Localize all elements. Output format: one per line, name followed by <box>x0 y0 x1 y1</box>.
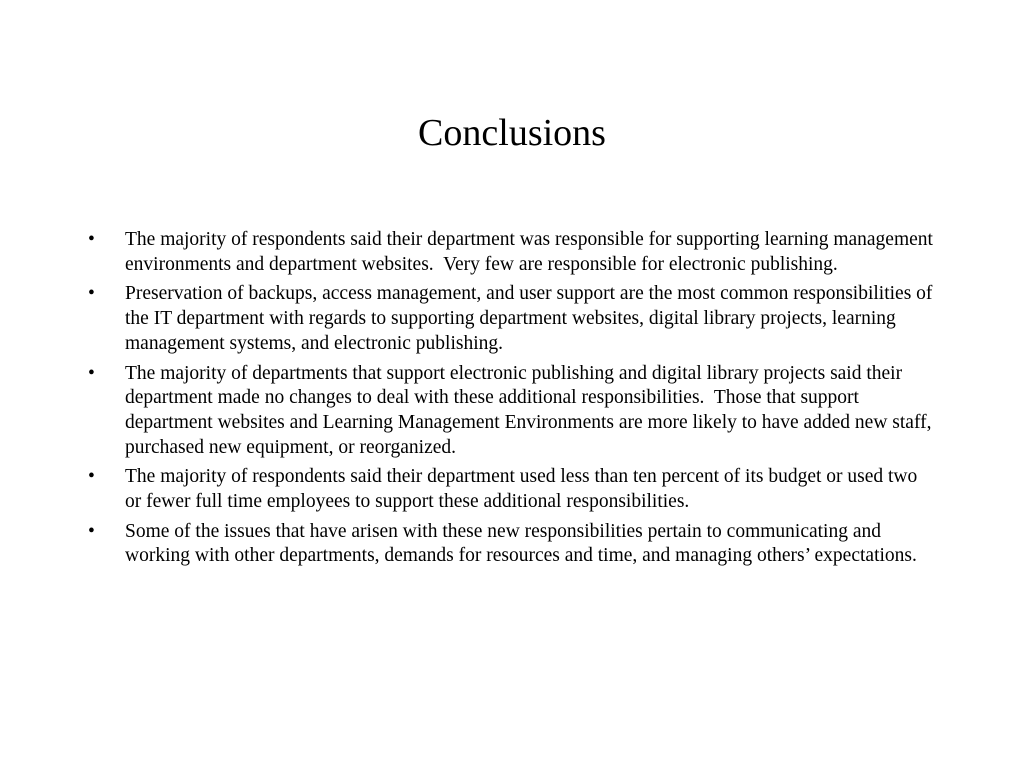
bullet-item <box>88 465 938 514</box>
bullet-item <box>88 362 938 461</box>
bullet-marker: • <box>88 520 95 542</box>
slide-title: Conclusions <box>418 112 606 154</box>
bullet-text: Preservation of backups, access management, and user support are the most common responsibilities of the IT department with regards to supporting department websites, digital library projects, learning management systems, and electronic publishing. <box>125 283 938 354</box>
bullet-item <box>88 282 938 356</box>
bullet-list <box>88 228 938 574</box>
bullet-marker: • <box>88 362 95 384</box>
bullet-text: The majority of respondents said their department used less than ten percent of its budget or used two or fewer full time employees to support these additional responsibilities. <box>125 466 923 513</box>
bullet-marker: • <box>88 283 95 305</box>
bullet-item <box>88 520 938 569</box>
bullet-item <box>88 228 938 277</box>
bullet-text: The majority of respondents said their department was responsible for supporting learning management environments and department websites. Very few are responsible for electronic publishing. <box>125 229 938 275</box>
bullet-text: The majority of departments that support electronic publishing and digital library projects said their department made no changes to deal with these additional responsibilities. Those that support department websites and Learning Management Environments are more likely to have added new staff, purchased new equipment, or reorganized. <box>125 362 937 458</box>
bullet-text: Some of the issues that have arisen with these new responsibilities pertain to communicating and working with other departments, demands for resources and time, and managing others’ expectations. <box>125 520 917 567</box>
bullet-marker: • <box>88 229 95 250</box>
bullet-marker: • <box>88 466 95 488</box>
